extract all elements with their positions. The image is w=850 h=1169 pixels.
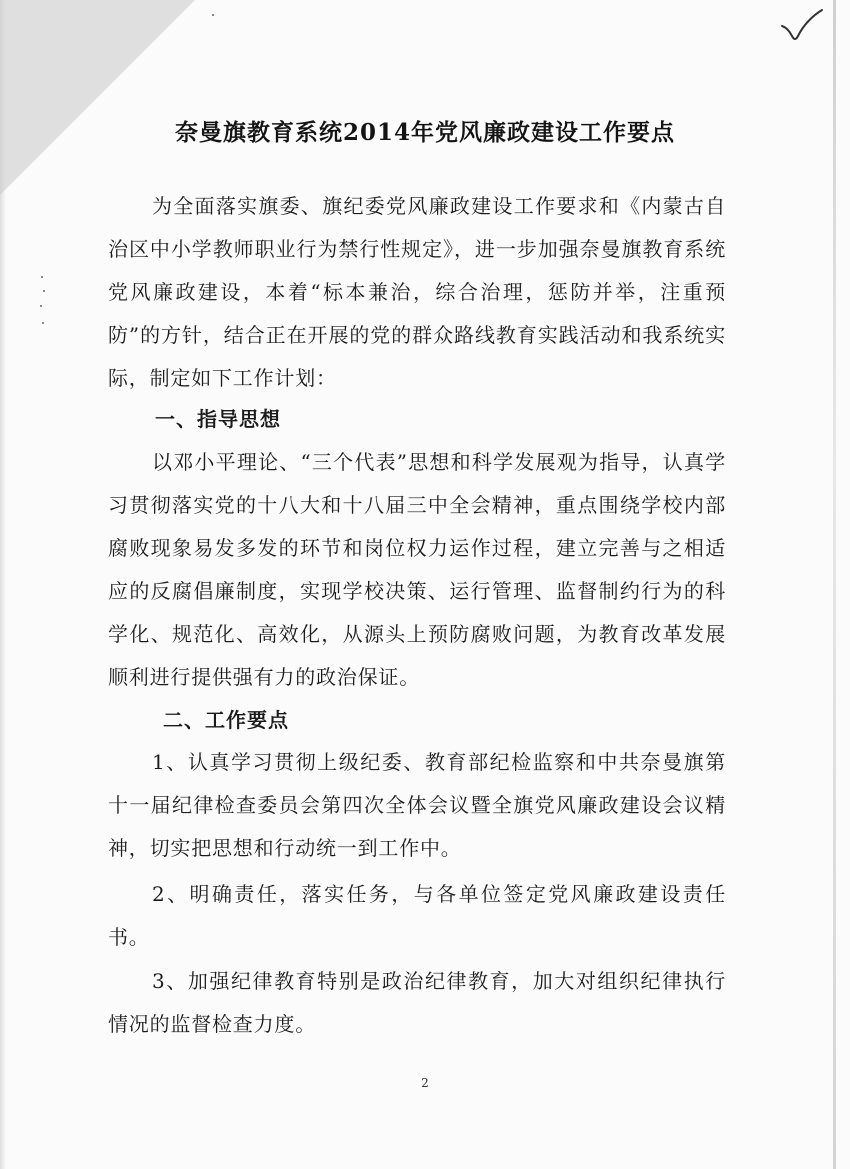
scan-speck	[43, 290, 45, 292]
folded-corner	[0, 0, 195, 195]
scan-speck	[41, 276, 43, 278]
intro-paragraph: 为全面落实旗委、旗纪委党风廉政建设工作要求和《内蒙古自治区中小学教师职业行为禁行性规定》，进一步加强奈曼旗教育系统党风廉政建设，本着“标本兼治，综合治理，惩防并举，注重预防”的方针，结合正在开展的党的群众路线教育实践活动和我系统实际，制定如下工作计划：	[108, 194, 726, 390]
scan-shadow-right	[833, 0, 836, 1169]
scan-speck	[212, 14, 214, 16]
scan-speck	[40, 305, 42, 307]
work-point-3: 3、加强纪律教育特别是政治纪律教育，加大对组织纪律执行情况的监督检查力度。	[108, 969, 726, 1036]
work-point-1: 1、认真学习贯彻上级纪委、教育部纪检监察和中共奈曼旗第十一届纪律检查委员会第四次全体会议暨全旗党风廉政建设会议精神，切实把思想和行动统一到工作中。	[108, 750, 726, 860]
document-title: 奈曼旗教育系统2014年党风廉政建设工作要点	[174, 119, 675, 146]
section-heading-work-points: 二、工作要点	[163, 708, 289, 732]
section-heading-guiding-ideology: 一、指导思想	[155, 407, 281, 431]
work-point-2: 2、明确责任，落实任务，与各单位签定党风廉政建设责任书。	[108, 882, 726, 949]
section1-paragraph: 以邓小平理论、“三个代表”思想和科学发展观为指导，认真学习贯彻落实党的十八大和十八届三中全会精神，重点围绕学校内部腐败现象易发多发的环节和岗位权力运作过程，建立完善与之相适应的反腐倡廉制度，实现学校决策、运行管理、监督制约行为的科学化、规范化、高效化，从源头上预防腐败问题，为教育改革发展顺利进行提供强有力的政治保证。	[108, 450, 726, 689]
page-number: 2	[421, 1076, 429, 1090]
scan-speck	[42, 322, 44, 324]
handwritten-checkmark-icon	[778, 6, 826, 46]
